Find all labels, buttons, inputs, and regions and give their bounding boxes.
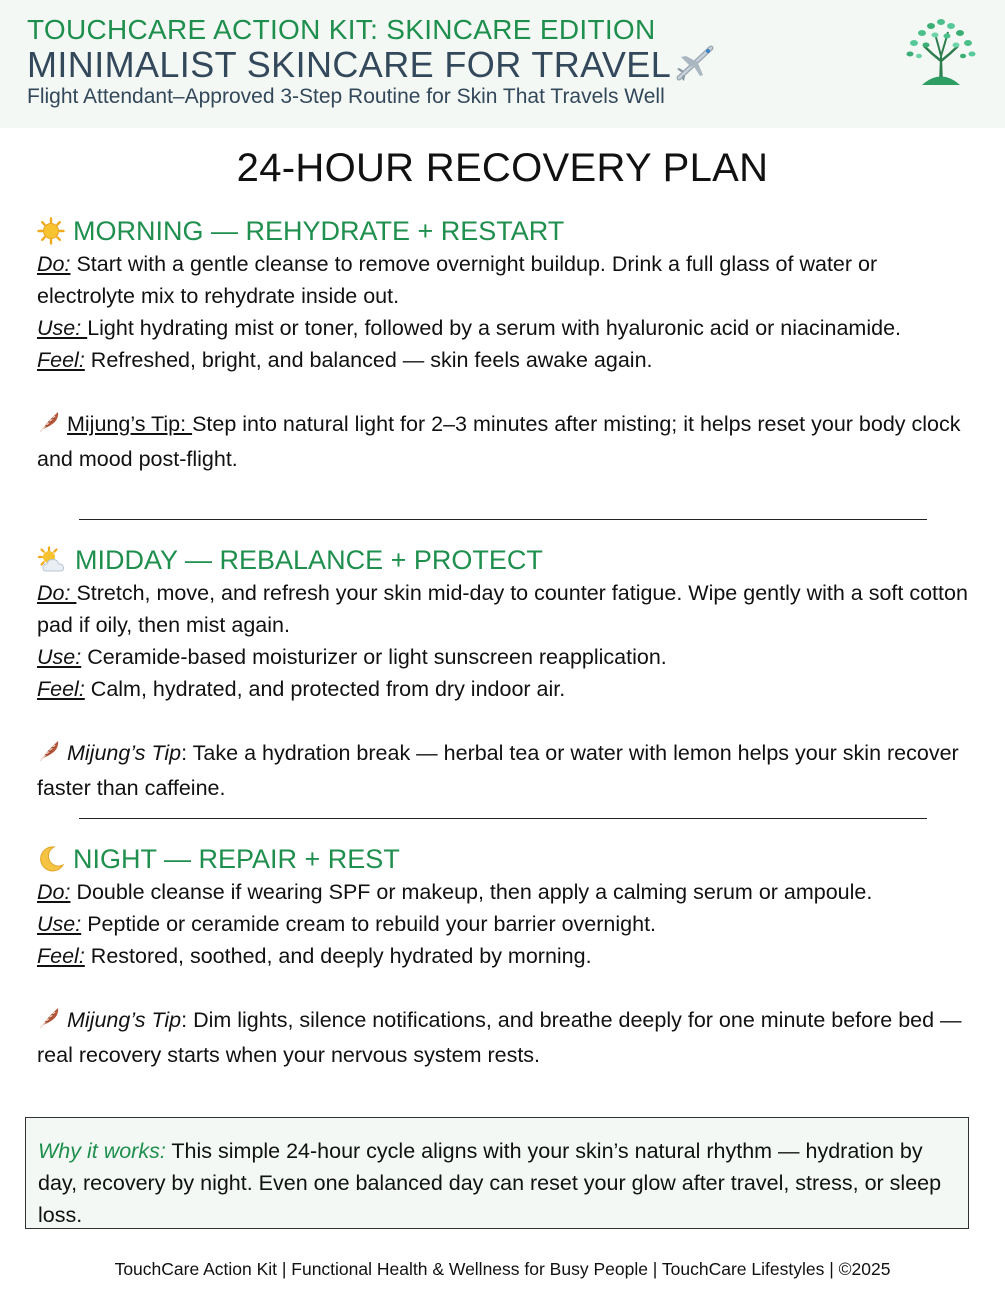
tip-line <box>37 408 977 475</box>
do-label: Do: <box>37 880 71 904</box>
morning-section <box>37 214 977 475</box>
feel-text: Refreshed, bright, and balanced — skin feels awake again. <box>84 348 653 372</box>
feather-icon <box>37 1006 61 1039</box>
use-text: Peptide or ceramide cream to rebuild your barrier overnight. <box>81 912 657 936</box>
footer: TouchCare Action Kit | Functional Health & Wellness for Busy People | TouchCare Lifestyles | ©2025 <box>114 1259 891 1279</box>
section-title-text: MORNING — REHYDRATE + RESTART <box>73 215 565 246</box>
airplane-icon <box>675 45 715 90</box>
use-label: Use: <box>37 912 82 936</box>
tip-label: Mijung’s Tip: <box>67 412 193 436</box>
section-title <box>37 842 977 876</box>
do-text: Stretch, move, and refresh your skin mid-day to counter fatigue. Wipe gently with a soft cotton pad if oily, then mist again. <box>37 581 968 637</box>
feel-text: Restored, soothed, and deeply hydrated by morning. <box>84 944 592 968</box>
tip-text: : Take a hydration break — herbal tea or water with lemon helps your skin recover faster than caffeine. <box>37 741 959 800</box>
do-line <box>37 876 977 908</box>
feather-icon <box>37 739 61 772</box>
section-title <box>37 543 977 577</box>
main-title <box>27 44 715 90</box>
section-divider <box>79 818 927 819</box>
main-title-text: MINIMALIST SKINCARE FOR TRAVEL <box>27 44 672 85</box>
use-line <box>37 641 977 673</box>
midday-section <box>37 543 977 804</box>
use-line <box>37 312 977 344</box>
why-it-works-box <box>25 1117 969 1229</box>
do-line <box>37 577 977 641</box>
feel-line <box>37 940 977 972</box>
tip-label: Mijung’s Tip <box>67 741 182 765</box>
feel-line <box>37 344 977 376</box>
subtitle: Flight Attendant–Approved 3-Step Routine for Skin That Travels Well <box>27 85 665 108</box>
use-label: Use: <box>37 645 82 669</box>
tip-text: : Dim lights, silence notifications, and breathe deeply for one minute before bed — real recovery starts when your nervous system rests. <box>37 1008 962 1067</box>
section-title <box>37 214 977 248</box>
feel-text: Calm, hydrated, and protected from dry indoor air. <box>84 677 566 701</box>
sun-icon <box>37 217 65 245</box>
feel-label: Feel: <box>37 348 85 372</box>
plan-title: 24-HOUR RECOVERY PLAN <box>236 146 769 190</box>
feel-line <box>37 673 977 705</box>
section-title-text: MIDDAY — REBALANCE + PROTECT <box>75 544 543 575</box>
tip-text: Step into natural light for 2–3 minutes after misting; it helps reset your body clock and mood post-flight. <box>37 412 961 471</box>
use-text: Light hydrating mist or toner, followed by a serum with hyaluronic acid or niacinamide. <box>87 316 902 340</box>
tree-logo-icon <box>902 16 980 86</box>
why-label: Why it works: <box>38 1139 166 1163</box>
night-section <box>37 842 977 1071</box>
use-text: Ceramide-based moisturizer or light sunscreen reapplication. <box>81 645 667 669</box>
feel-label: Feel: <box>37 677 85 701</box>
do-text: Start with a gentle cleanse to remove overnight buildup. Drink a full glass of water or electrolyte mix to rehydrate inside out. <box>37 252 878 308</box>
header-band <box>0 0 1005 128</box>
feel-label: Feel: <box>37 944 85 968</box>
feather-icon <box>37 410 61 443</box>
crescent-moon-icon <box>37 845 65 873</box>
do-text: Double cleanse if wearing SPF or makeup, then apply a calming serum or ampoule. <box>70 880 873 904</box>
kit-title: TOUCHCARE ACTION KIT: SKINCARE EDITION <box>27 14 656 45</box>
sun-behind-cloud-icon <box>37 546 67 574</box>
tip-line <box>37 1004 977 1071</box>
do-label: Do: <box>37 252 71 276</box>
use-line <box>37 908 977 940</box>
section-title-text: NIGHT — REPAIR + REST <box>73 843 400 874</box>
why-paragraph <box>38 1135 956 1231</box>
do-line <box>37 248 977 312</box>
why-text: This simple 24-hour cycle aligns with your skin’s natural rhythm — hydration by day, recovery by night. Even one balanced day can reset your glow after travel, stress, or sleep loss. <box>38 1139 942 1227</box>
tip-label: Mijung’s Tip <box>67 1008 182 1032</box>
use-label: Use: <box>37 316 88 340</box>
section-divider <box>79 519 927 520</box>
tip-line <box>37 737 977 804</box>
do-label: Do: <box>37 581 77 605</box>
